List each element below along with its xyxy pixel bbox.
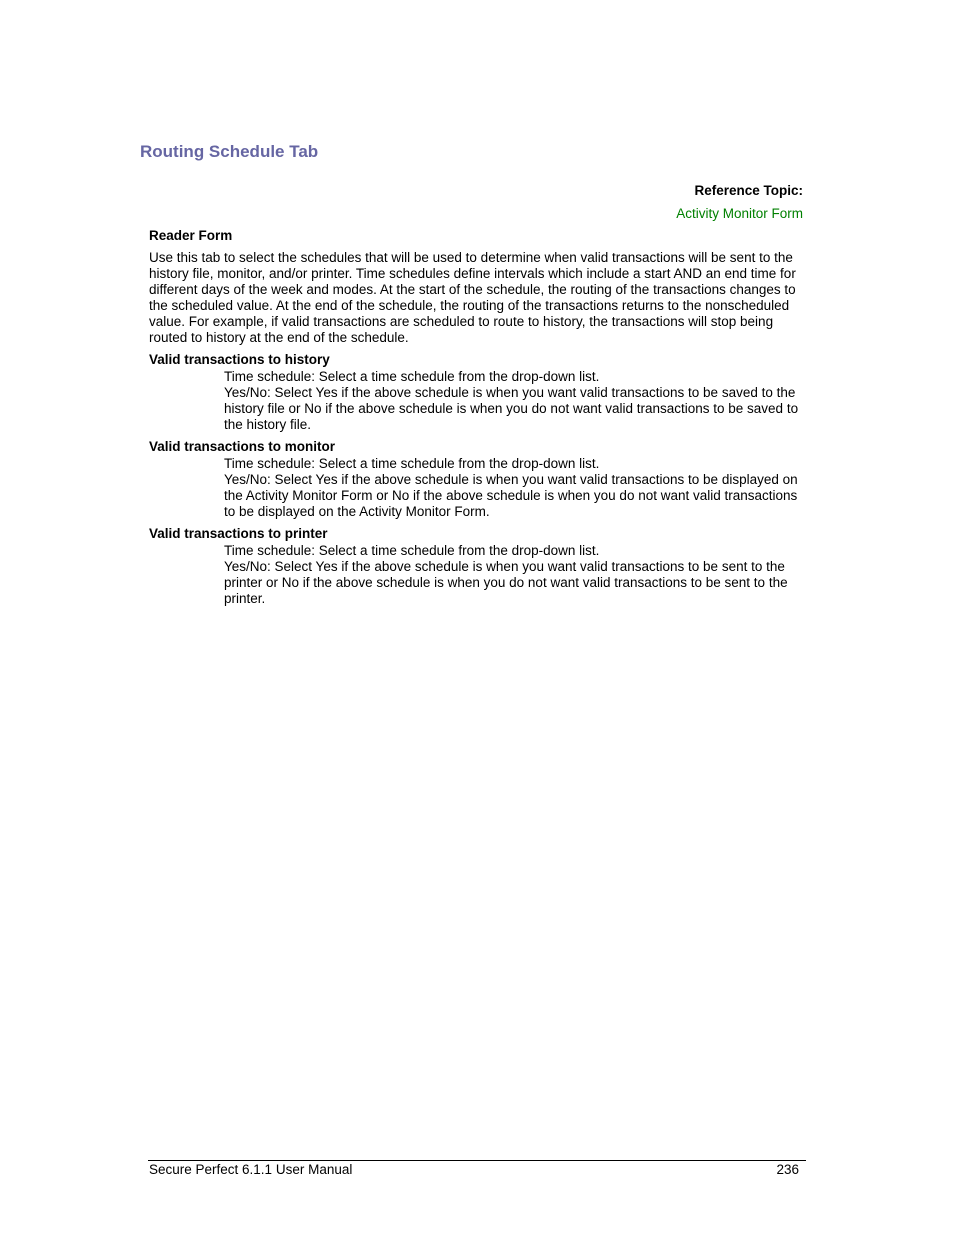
footer-manual-title: Secure Perfect 6.1.1 User Manual [149, 1162, 353, 1177]
field-printer [149, 526, 809, 607]
time-schedule-description: Time schedule: Select a time schedule from the drop-down list. [224, 369, 600, 384]
field-history [149, 352, 809, 433]
page-title: Routing Schedule Tab [140, 142, 319, 161]
footer-divider [148, 1160, 806, 1161]
reference-topic-label: Reference Topic: [694, 183, 803, 198]
field-name: Valid transactions to history [149, 352, 330, 367]
intro-paragraph: Use this tab to select the schedules that will be used to determine when valid transactions will be sent to the history file, monitor, and/or printer. Time schedules define intervals which include a start AND an end time for different days of the week and modes. At the start of the schedule, the routing of the transactions changes to the scheduled value. At the end of the schedule, the routing of the transactions returns to the nonscheduled value. For example, if valid transactions are scheduled to route to history, the transactions will stop being routed to history at the end of the schedule. [149, 250, 796, 345]
section-heading: Reader Form [149, 228, 233, 243]
yes-no-description: Yes/No: Select Yes if the above schedule is when you want valid transactions to be saved to the history file or No if the above schedule is when you do not want valid transactions to be saved to the history file. [224, 385, 799, 432]
field-name: Valid transactions to monitor [149, 439, 336, 454]
field-description [224, 543, 809, 607]
time-schedule-description: Time schedule: Select a time schedule from the drop-down list. [224, 543, 600, 558]
yes-no-description: Yes/No: Select Yes if the above schedule is when you want valid transactions to be displayed on the Activity Monitor Form or No if the above schedule is when you do not want valid transactions to be displayed on the Activity Monitor Form. [224, 472, 798, 519]
field-description [224, 369, 809, 433]
yes-no-description: Yes/No: Select Yes if the above schedule is when you want valid transactions to be sent to the printer or No if the above schedule is when you do not want valid transactions to be sent to the printer. [224, 559, 788, 606]
activity-monitor-form-link[interactable]: Activity Monitor Form [676, 206, 803, 221]
time-schedule-description: Time schedule: Select a time schedule from the drop-down list. [224, 456, 600, 471]
footer-page-number: 236 [776, 1162, 799, 1177]
field-monitor [149, 439, 809, 520]
document-body [149, 228, 809, 613]
field-description [224, 456, 809, 520]
field-name: Valid transactions to printer [149, 526, 328, 541]
